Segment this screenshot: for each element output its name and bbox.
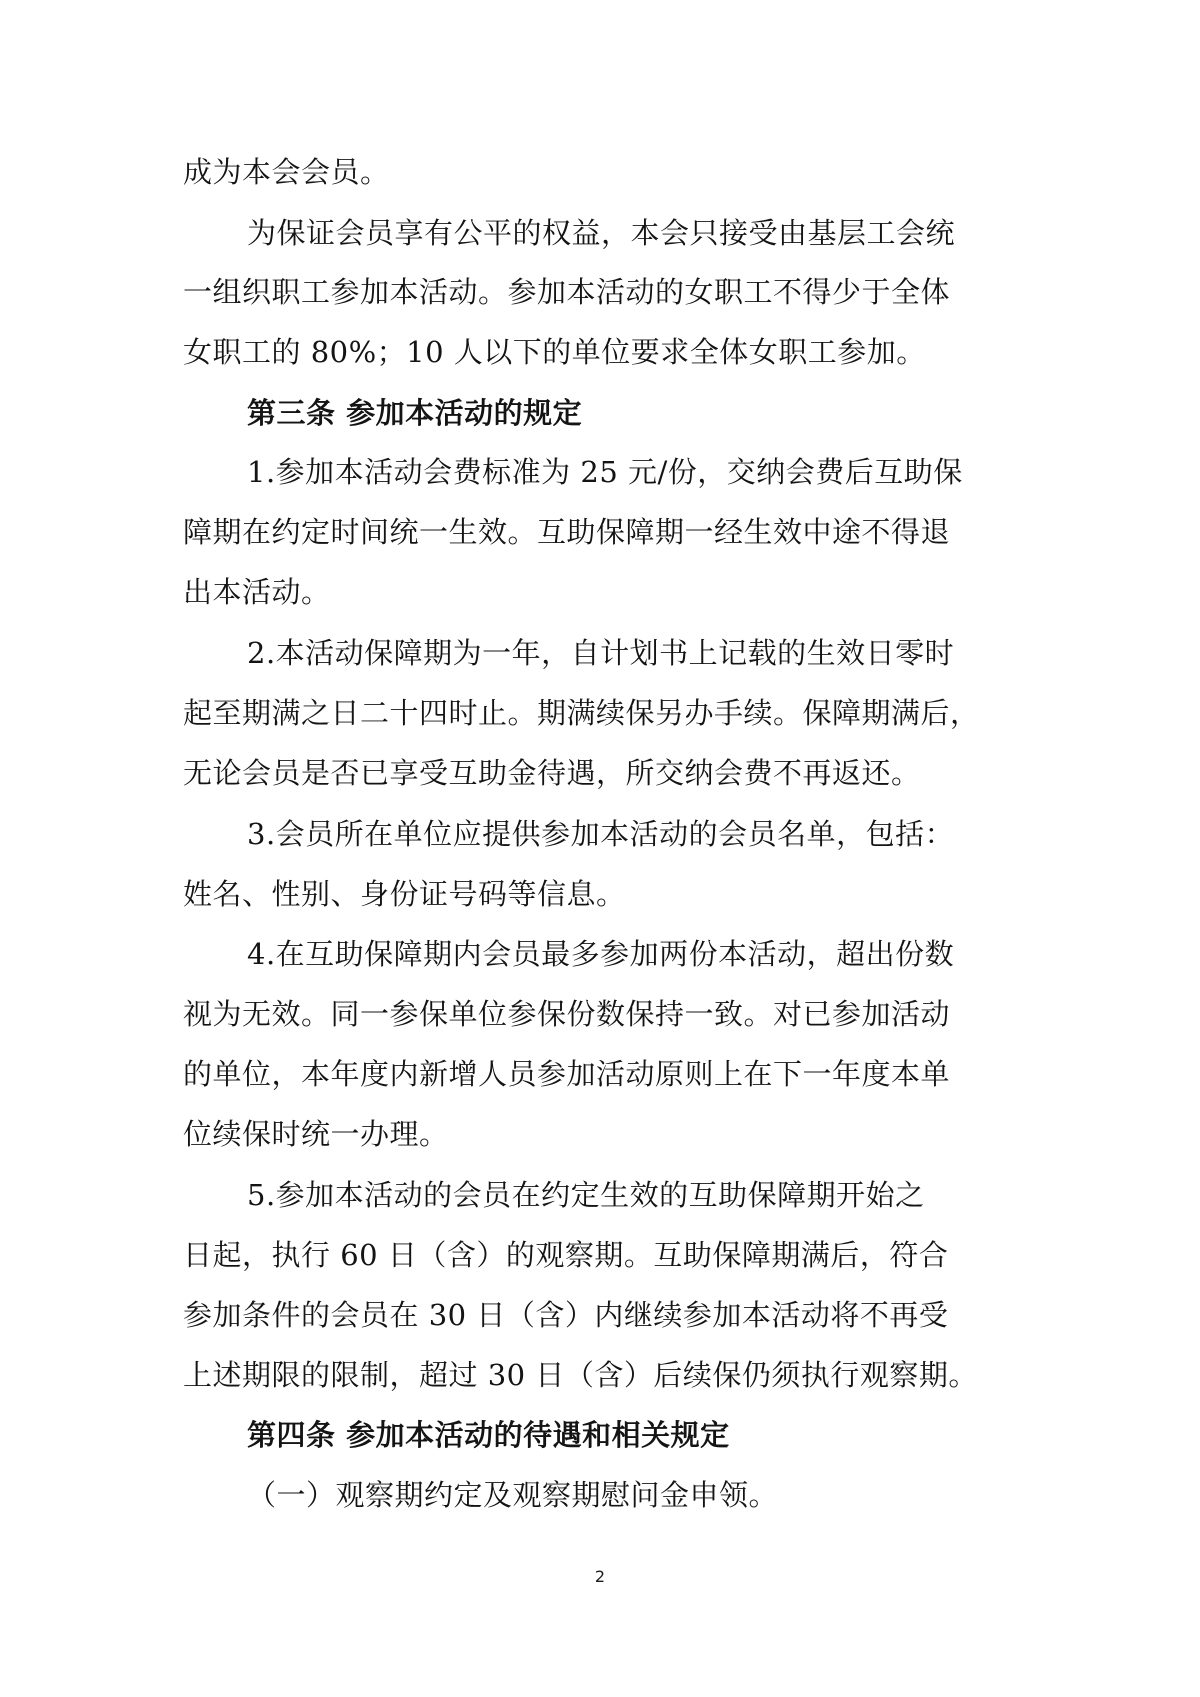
- body-line: 出本活动。: [183, 575, 331, 609]
- body-line: 2.本活动保障期为一年，自计划书上记载的生效日零时: [247, 636, 955, 670]
- body-line: 女职工的 80%；10 人以下的单位要求全体女职工参加。: [183, 335, 926, 369]
- body-line: 视为无效。同一参保单位参保份数保持一致。对已参加活动: [183, 997, 951, 1031]
- body-line: 无论会员是否已享受互助金待遇，所交纳会费不再返还。: [183, 756, 921, 790]
- body-line: 位续保时统一办理。: [183, 1117, 449, 1151]
- body-line: 参加条件的会员在 30 日（含）内继续参加本活动将不再受: [183, 1298, 949, 1332]
- body-line: 上述期限的限制，超过 30 日（含）后续保仍须执行观察期。: [183, 1358, 978, 1392]
- body-line: 起至期满之日二十四时止。期满续保另办手续。保障期满后，: [183, 696, 980, 730]
- body-line: （一）观察期约定及观察期慰问金申领。: [247, 1478, 779, 1512]
- body-line: 为保证会员享有公平的权益，本会只接受由基层工会统: [247, 216, 956, 250]
- article-heading: 第三条 参加本活动的规定: [247, 396, 583, 430]
- body-line: 姓名、性别、身份证号码等信息。: [183, 877, 626, 911]
- body-line: 的单位，本年度内新增人员参加活动原则上在下一年度本单: [183, 1057, 951, 1091]
- body-line: 日起，执行 60 日（含）的观察期。互助保障期满后，符合: [183, 1238, 949, 1272]
- body-line: 一组织职工参加本活动。参加本活动的女职工不得少于全体: [183, 275, 951, 309]
- body-line: 3.会员所在单位应提供参加本活动的会员名单，包括：: [247, 817, 955, 851]
- body-line: 4.在互助保障期内会员最多参加两份本活动，超出份数: [247, 937, 955, 971]
- article-heading: 第四条 参加本活动的待遇和相关规定: [247, 1418, 730, 1452]
- body-line: 5.参加本活动的会员在约定生效的互助保障期开始之: [247, 1178, 925, 1212]
- body-line: 成为本会会员。: [183, 155, 390, 189]
- body-line: 障期在约定时间统一生效。互助保障期一经生效中途不得退: [183, 515, 951, 549]
- body-line: 1.参加本活动会费标准为 25 元/份，交纳会费后互助保: [247, 455, 963, 489]
- page-number: 2: [594, 1567, 606, 1586]
